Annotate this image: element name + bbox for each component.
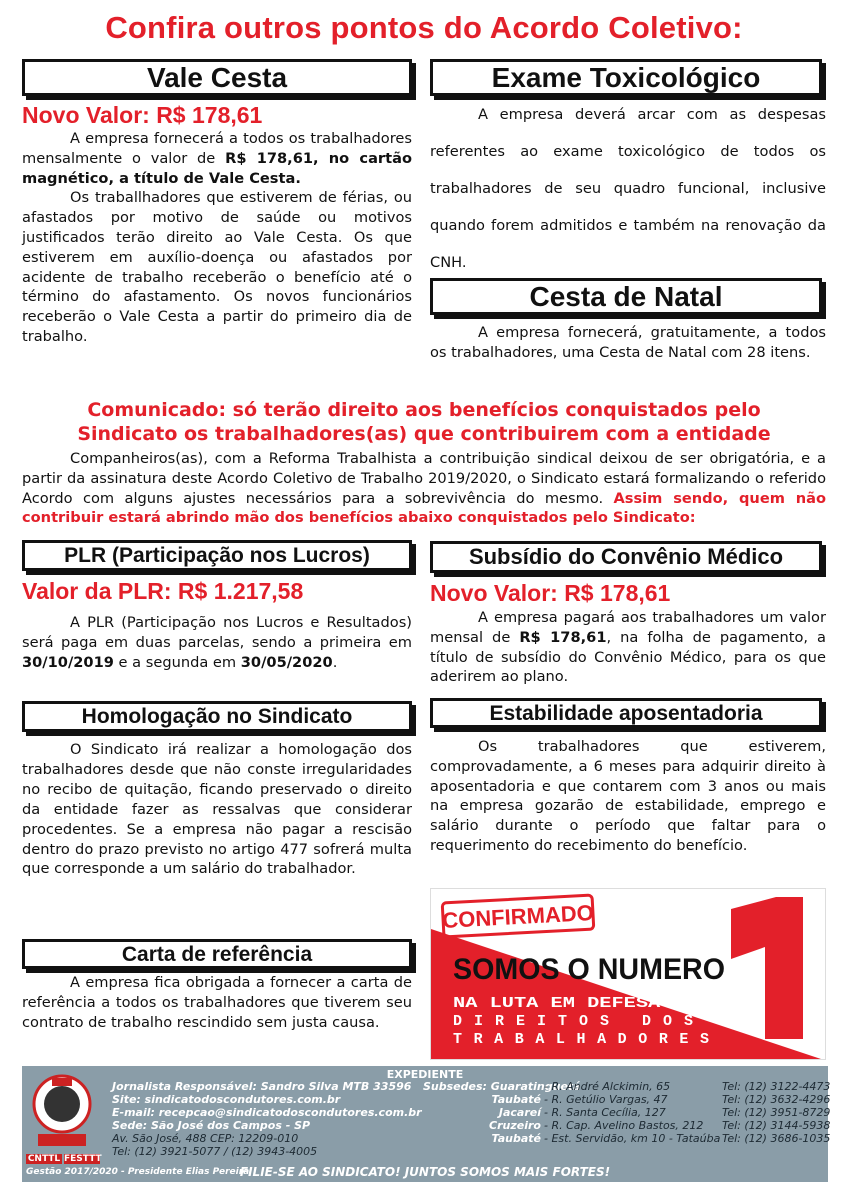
subsede-city: Taubaté: [491, 1093, 541, 1106]
vale-cesta-p1-b: R$ 178,61, no cartão magnético, a título de Vale Cesta.: [22, 149, 412, 187]
cesta-natal-text: [430, 323, 826, 363]
vale-cesta-title: Vale Cesta: [22, 59, 412, 96]
comunicado-body-text: Companheiros(as), com a Reforma Trabalhista a contribuição sindical deixou de ser obrigatória, e a partir da assinatura deste Acordo Coletivo de Trabalho 2019/2020, o Sindicato estará formalizando o referido Acordo com alguns ajustes necessários para a sobrevivência do mesmo.: [22, 450, 826, 507]
vale-cesta-text: [22, 129, 412, 347]
plr-text-c: .: [332, 653, 338, 671]
comunicado-warning: Assim sendo, quem não contribuir estará abrindo mão dos benefícios abaixo conquistados pelo Sindicato:: [22, 489, 826, 527]
footer-expediente: [22, 1066, 831, 1182]
somos-numero-1-banner: [430, 888, 826, 1060]
plr-text-a: A PLR (Participação nos Lucros e Resultados) será paga em duas parcelas, sendo a primeira em: [22, 614, 412, 651]
banner-graphic: [431, 889, 826, 1060]
comunicado-headline-2: Sindicato os trabalhadores(as) que contribuirem com a entidade: [77, 423, 771, 445]
footer-section-title: EXPEDIENTE: [386, 1068, 464, 1081]
plr-title: PLR (Participação nos Lucros): [22, 540, 412, 571]
comunicado-body: [22, 449, 826, 528]
estabilidade-title: Estabilidade aposentadoria: [430, 698, 822, 728]
cesta-natal-paragraph: A empresa fornecerá, gratuitamente, a todos os trabalhadores, uma Cesta de Natal com 28 itens.: [430, 324, 826, 361]
footer-address: Av. São José, 488 CEP: 12209-010: [112, 1132, 299, 1145]
vale-cesta-p2: Os traballhadores que estiverem de férias, ou afastados por motivo de saúde ou motivos justificados terão direito ao Vale Cesta. Os que estiverem em auxílio-doença ou afastados por acidente de trabalho receberão o benefício até o término do afastamento. Os novos funcionários receberão o Vale Cesta a partir do primeiro dia de trabalho.: [22, 189, 412, 345]
subsede-address: - R. André Alckimin, 65: [544, 1080, 671, 1093]
cnttl-logo: CNTTL: [27, 1154, 61, 1164]
estabilidade-paragraph: Os trabalhadores que estiverem, comprovadamente, a 6 meses para adquirir direito à aposentadoria e que contarem com 3 anos ou mais na empresa gozarão de estabilidade, emprego e salário durante o período que faltar para o requerimento do recebimento do benefício.: [430, 738, 826, 854]
footer-slogan: FILIE-SE AO SINDICATO! JUNTOS SOMOS MAIS FORTES!: [239, 1165, 611, 1179]
footer-sede: Sede: São José dos Campos - SP: [112, 1119, 311, 1132]
page-title: Confira outros pontos do Acordo Coletivo:: [105, 10, 743, 45]
footer-site[interactable]: Site: sindicatodoscondutores.com.br: [112, 1093, 341, 1106]
banner-number-one-shape: [731, 897, 803, 1039]
homologacao-title: Homologação no Sindicato: [22, 701, 412, 732]
footer-email[interactable]: E-mail: recepcao@sindicatodoscondutores.com.br: [112, 1106, 422, 1119]
union-logo: [32, 1074, 92, 1148]
subsede-city: Cruzeiro: [489, 1119, 541, 1132]
carta-text: [22, 973, 412, 1032]
subsede-phone: Tel: (12) 3686-1035: [722, 1132, 831, 1145]
carta-paragraph: A empresa fica obrigada a fornecer a carta de referência a todos os trabalhadores que tiverem seu contrato de trabalho rescindido sem justa causa.: [22, 974, 412, 1031]
subsidio-title: Subsídio do Convênio Médico: [430, 541, 822, 573]
stamp-text: CONFIRMADO: [441, 900, 595, 933]
footer-phones: Tel: (12) 3921-5077 / (12) 3943-4005: [112, 1145, 318, 1158]
subsede-address: - Est. Servidão, km 10 - Tataúba: [544, 1132, 721, 1145]
exame-paragraph: A empresa deverá arcar com as despesas referentes ao exame toxicológico de todos os trabalhadores de seu quadro funcional, inclusive quando forem admitidos e também na renovação da CNH.: [430, 106, 826, 271]
subsede-phone: Tel: (12) 3144-5938: [722, 1119, 831, 1132]
subsede-address: - R. Getúlio Vargas, 47: [544, 1093, 668, 1106]
comunicado-headline-1: Comunicado: só terão direito aos benefícios conquistados pelo: [87, 399, 761, 421]
banner-line-1: NA LUTA EM DEFESA DOS: [453, 995, 709, 1012]
homologacao-text: [22, 740, 412, 879]
plr-date-2: 30/05/2020: [240, 653, 333, 671]
subsidio-text-b: , na folha de pagamento, a título de subsídio do Convênio Médico, para os que aderirem ao plano.: [430, 628, 827, 686]
cesta-natal-title: Cesta de Natal: [430, 278, 822, 315]
subsidio-new-value: Novo Valor: R$ 178,61: [430, 580, 671, 606]
vale-cesta-new-value: Novo Valor: R$ 178,61: [22, 102, 263, 128]
exame-title: Exame Toxicológico: [430, 59, 822, 96]
estabilidade-text: [430, 737, 826, 856]
banner-line-3: TRABALHADORES: [453, 1031, 709, 1048]
footer-gestao: Gestão 2017/2020 - Presidente Elias Pereira: [26, 1167, 250, 1177]
subsidio-text: [430, 608, 826, 687]
plr-text: [22, 613, 412, 672]
plr-date-1: 30/10/2019: [22, 653, 114, 671]
plr-text-b: e a segunda em: [113, 653, 241, 671]
exame-text: [430, 96, 826, 281]
subsede-phone: Tel: (12) 3951-8729: [722, 1106, 831, 1119]
footer-journalist: Jornalista Responsável: Sandro Silva MTB 33596: [112, 1080, 412, 1093]
subsede-address: - R. Cap. Avelino Bastos, 212: [544, 1119, 704, 1132]
subsede-phone: Tel: (12) 3632-4296: [722, 1093, 831, 1106]
carta-title: Carta de referência: [22, 939, 412, 969]
subsidio-text-a: A empresa pagará aos trabalhadores um valor mensal de: [430, 609, 826, 646]
festtt-logo: FESTTT: [64, 1154, 102, 1164]
subsede-city: Subsedes: Guaratinguetá: [423, 1080, 581, 1093]
subsede-city: Jacareí: [498, 1106, 541, 1119]
banner-line-2: DIREITOS DOS: [453, 1013, 693, 1030]
vale-cesta-p1-a: A empresa fornecerá a todos os trabalhadores mensalmente o valor de: [22, 130, 412, 167]
subsidio-amount: R$ 178,61: [519, 628, 607, 646]
subsede-city: Taubaté: [491, 1132, 541, 1145]
subsede-address: - R. Santa Cecília, 127: [544, 1106, 666, 1119]
plr-value: Valor da PLR: R$ 1.217,58: [22, 578, 304, 604]
homologacao-paragraph: O Sindicato irá realizar a homologação dos trabalhadores desde que não conste irregularidades no recibo de quitação, ficando preservado o direito da entidade fazer as ressalvas que considerar procedentes. Se a empresa não pagar a rescisão dentro do prazo previsto no artigo 477 sofrerá multa que corresponde a um salário do trabalhador.: [22, 741, 412, 878]
banner-headline: SOMOS O NUMERO: [453, 953, 725, 986]
subsede-phone: Tel: (12) 3122-4473: [722, 1080, 831, 1093]
